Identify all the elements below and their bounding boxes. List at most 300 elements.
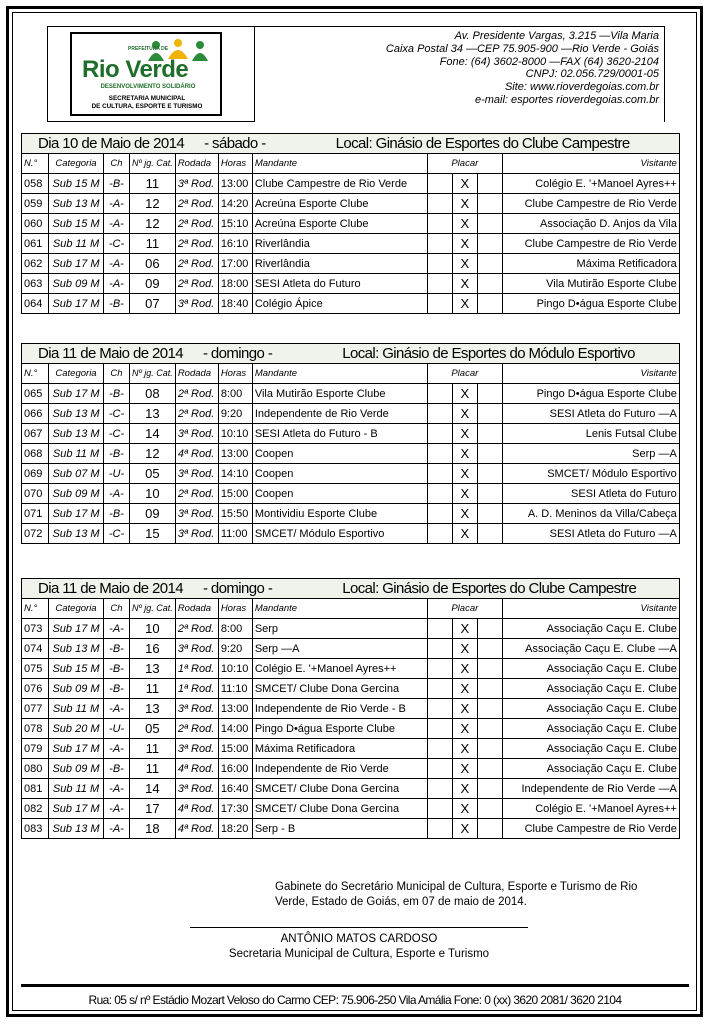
game-row [22, 174, 680, 194]
header-placar: Placar [427, 599, 502, 619]
score-box [477, 294, 502, 314]
cell-visitante: Clube Campestre de Rio Verde [502, 194, 679, 214]
cell-mandante: SMCET/ Clube Dona Gercina [252, 779, 427, 799]
cell-cat: Sub 15 M [49, 214, 104, 234]
venue-label: Local: Ginásio de Esportes do Módulo Esportivo [342, 345, 635, 362]
cell-hora: 9:20 [218, 639, 252, 659]
cell-jg: 10 [130, 619, 176, 639]
cell-mandante: Montividiu Esporte Clube [252, 504, 427, 524]
cell-rod: 3ª Rod. [175, 424, 218, 444]
score-x: X [452, 619, 477, 639]
cell-visitante: Serp —A [502, 444, 679, 464]
footer-address: Rua: 05 s/ nº Estádio Mozart Veloso do Carmo CEP: 75.906-250 Vila Amália Fone: 0 (xx) 3620 2081/ 3620 2104 [88, 993, 622, 1007]
score-box [427, 739, 452, 759]
cell-num: 058 [22, 174, 49, 194]
cell-num: 079 [22, 739, 49, 759]
cell-num: 065 [22, 384, 49, 404]
cell-hora: 13:00 [218, 444, 252, 464]
cell-mandante: Riverlândia [252, 234, 427, 254]
cell-ch: -A- [104, 779, 130, 799]
cell-rod: 3ª Rod. [175, 779, 218, 799]
cell-mandante: Vila Mutirão Esporte Clube [252, 384, 427, 404]
weekday-label: - domingo - [202, 580, 273, 597]
score-box [477, 719, 502, 739]
score-box [477, 404, 502, 424]
cell-rod: 4ª Rod. [175, 819, 218, 839]
cell-jg: 14 [130, 779, 176, 799]
score-box [427, 214, 452, 234]
cell-ch: -A- [104, 819, 130, 839]
cell-cat: Sub 17 M [49, 739, 104, 759]
cell-ch: -A- [104, 699, 130, 719]
score-x: X [452, 639, 477, 659]
header-visitante: Visitante [502, 599, 679, 619]
day-label: Dia 11 de Maio de 2014 [38, 345, 183, 362]
cell-ch: -B- [104, 759, 130, 779]
score-box [427, 174, 452, 194]
cell-num: 082 [22, 799, 49, 819]
game-row [22, 214, 680, 234]
cell-visitante: Associação D. Anjos da Vila [502, 214, 679, 234]
score-x: X [452, 444, 477, 464]
score-box [477, 659, 502, 679]
score-box [477, 464, 502, 484]
cell-jg: 08 [130, 384, 176, 404]
cell-num: 067 [22, 424, 49, 444]
cell-hora: 14:00 [218, 719, 252, 739]
cell-ch: -A- [104, 619, 130, 639]
score-box [477, 699, 502, 719]
cell-ch: -B- [104, 659, 130, 679]
header-jg: Nº jg. Cat. [130, 364, 176, 384]
cell-num: 061 [22, 234, 49, 254]
city-logo [70, 32, 222, 116]
score-box [477, 504, 502, 524]
signatory-name: ANTÔNIO MATOS CARDOSO [280, 933, 438, 945]
cell-mandante: Colégio E. '+Manoel Ayres++ [252, 659, 427, 679]
header-ch: Ch [104, 154, 130, 174]
cell-jg: 11 [130, 174, 176, 194]
score-box [427, 759, 452, 779]
game-row [22, 274, 680, 294]
score-box [477, 759, 502, 779]
game-row [22, 234, 680, 254]
cell-ch: -A- [104, 739, 130, 759]
score-box [477, 524, 502, 544]
cell-num: 071 [22, 504, 49, 524]
cell-jg: 10 [130, 484, 176, 504]
cell-jg: 18 [130, 819, 176, 839]
cell-hora: 11:00 [218, 524, 252, 544]
cell-jg: 12 [130, 214, 176, 234]
cell-rod: 2ª Rod. [175, 404, 218, 424]
score-box [427, 254, 452, 274]
game-row [22, 444, 680, 464]
cell-cat: Sub 11 M [49, 444, 104, 464]
cell-jg: 06 [130, 254, 176, 274]
cell-cat: Sub 17 M [49, 504, 104, 524]
address-line: Caixa Postal 34 —CEP 75.905-900 —Rio Verde - Goiás [385, 42, 659, 55]
cell-mandante: SESI Atleta do Futuro - B [252, 424, 427, 444]
cell-mandante: Coopen [252, 444, 427, 464]
footer-divider [21, 984, 689, 987]
cell-rod: 4ª Rod. [175, 759, 218, 779]
cell-ch: -A- [104, 194, 130, 214]
weekday-label: - domingo - [202, 345, 273, 362]
cell-cat: Sub 11 M [49, 234, 104, 254]
game-row [22, 719, 680, 739]
signature-text-line-2: Verde, Estado de Goiás, em 07 de maio de 2014. [275, 896, 527, 908]
cell-jg: 17 [130, 799, 176, 819]
cell-visitante: Associação Caçu E. Clube [502, 739, 679, 759]
game-row [22, 294, 680, 314]
score-x: X [452, 294, 477, 314]
score-box [477, 619, 502, 639]
cell-ch: -A- [104, 254, 130, 274]
score-x: X [452, 424, 477, 444]
game-row [22, 819, 680, 839]
cell-jg: 13 [130, 699, 176, 719]
cell-jg: 15 [130, 524, 176, 544]
cell-cat: Sub 09 M [49, 274, 104, 294]
cell-rod: 2ª Rod. [175, 254, 218, 274]
logo-small-text: PREFEITURA DE [128, 46, 169, 52]
cell-mandante: Pingo D•água Esporte Clube [252, 719, 427, 739]
cell-hora: 9:20 [218, 404, 252, 424]
score-box [427, 424, 452, 444]
game-row [22, 404, 680, 424]
cell-num: 066 [22, 404, 49, 424]
cell-visitante: Lenis Futsal Clube [502, 424, 679, 444]
game-row [22, 384, 680, 404]
cell-visitante: Pingo D•água Esporte Clube [502, 294, 679, 314]
cell-jg: 05 [130, 719, 176, 739]
cell-rod: 2ª Rod. [175, 274, 218, 294]
header-jg: Nº jg. Cat. [130, 599, 176, 619]
cell-hora: 16:10 [218, 234, 252, 254]
score-x: X [452, 254, 477, 274]
cell-num: 068 [22, 444, 49, 464]
header-horas: Horas [218, 154, 252, 174]
cell-jg: 11 [130, 759, 176, 779]
cell-mandante: Serp - B [252, 819, 427, 839]
score-box [427, 464, 452, 484]
cell-rod: 3ª Rod. [175, 524, 218, 544]
score-box [477, 779, 502, 799]
cell-ch: -B- [104, 384, 130, 404]
section-banner [22, 344, 680, 364]
header-mandante: Mandante [252, 364, 427, 384]
venue-label: Local: Ginásio de Esportes do Clube Campestre [335, 135, 630, 152]
cell-num: 059 [22, 194, 49, 214]
cell-visitante: Pingo D•água Esporte Clube [502, 384, 679, 404]
header-num: N.° [22, 599, 49, 619]
logo-tagline: DESENVOLVIMENTO SOLIDÁRIO [100, 84, 196, 90]
score-x: X [452, 719, 477, 739]
score-box [477, 174, 502, 194]
cell-hora: 14:20 [218, 194, 252, 214]
cell-cat: Sub 17 M [49, 254, 104, 274]
score-x: X [452, 524, 477, 544]
cell-cat: Sub 17 M [49, 799, 104, 819]
cell-cat: Sub 15 M [49, 659, 104, 679]
cell-cat: Sub 13 M [49, 404, 104, 424]
game-row [22, 484, 680, 504]
cell-hora: 13:00 [218, 699, 252, 719]
cell-visitante: SESI Atleta do Futuro —A [502, 524, 679, 544]
cell-num: 080 [22, 759, 49, 779]
cell-num: 063 [22, 274, 49, 294]
cell-cat: Sub 07 M [49, 464, 104, 484]
score-x: X [452, 384, 477, 404]
cell-rod: 3ª Rod. [175, 639, 218, 659]
cell-mandante: Riverlândia [252, 254, 427, 274]
score-x: X [452, 819, 477, 839]
cell-hora: 15:00 [218, 739, 252, 759]
cell-num: 077 [22, 699, 49, 719]
score-x: X [452, 679, 477, 699]
cell-rod: 2ª Rod. [175, 719, 218, 739]
cell-ch: -U- [104, 719, 130, 739]
score-box [477, 424, 502, 444]
score-box [427, 294, 452, 314]
cell-cat: Sub 17 M [49, 384, 104, 404]
cell-hora: 8:00 [218, 619, 252, 639]
cell-visitante: SESI Atleta do Futuro [502, 484, 679, 504]
cell-rod: 1ª Rod. [175, 659, 218, 679]
score-box [427, 194, 452, 214]
header-rodada: Rodada [175, 364, 218, 384]
game-row [22, 679, 680, 699]
score-box [477, 254, 502, 274]
section-banner [22, 579, 680, 599]
logo-secretaria-line-2: DE CULTURA, ESPORTE E TURISMO [91, 103, 203, 110]
score-box [427, 404, 452, 424]
schedule-table [21, 578, 680, 839]
score-box [477, 819, 502, 839]
cell-mandante: Serp —A [252, 639, 427, 659]
cell-jg: 14 [130, 424, 176, 444]
game-row [22, 504, 680, 524]
score-box [427, 719, 452, 739]
score-box [427, 639, 452, 659]
cell-rod: 3ª Rod. [175, 174, 218, 194]
cell-mandante: Serp [252, 619, 427, 639]
cell-hora: 10:10 [218, 659, 252, 679]
header-num: N.° [22, 154, 49, 174]
cell-mandante: Coopen [252, 484, 427, 504]
score-box [427, 799, 452, 819]
cell-rod: 2ª Rod. [175, 234, 218, 254]
cell-ch: -C- [104, 404, 130, 424]
signature-text-line-1: Gabinete do Secretário Municipal de Cultura, Esporte e Turismo de Rio [275, 881, 638, 893]
header-rodada: Rodada [175, 154, 218, 174]
cell-jg: 12 [130, 444, 176, 464]
game-row [22, 699, 680, 719]
email-line[interactable]: e-mail: esportes rioverdegoias.com.br [474, 93, 659, 106]
score-box [477, 799, 502, 819]
score-box [427, 699, 452, 719]
site-line[interactable]: Site: www.rioverdegoias.com.br [504, 81, 659, 94]
cell-num: 073 [22, 619, 49, 639]
cell-rod: 3ª Rod. [175, 739, 218, 759]
score-box [477, 234, 502, 254]
game-row [22, 464, 680, 484]
score-x: X [452, 464, 477, 484]
cell-hora: 15:50 [218, 504, 252, 524]
cell-mandante: SMCET/ Clube Dona Gercina [252, 679, 427, 699]
schedule-table [21, 343, 680, 544]
cell-visitante: SMCET/ Módulo Esportivo [502, 464, 679, 484]
cell-cat: Sub 09 M [49, 679, 104, 699]
score-box [477, 444, 502, 464]
cell-num: 064 [22, 294, 49, 314]
header-visitante: Visitante [502, 154, 679, 174]
score-box [427, 504, 452, 524]
cell-jg: 09 [130, 504, 176, 524]
cell-visitante: Colégio E. '+Manoel Ayres++ [502, 174, 679, 194]
cell-cat: Sub 13 M [49, 639, 104, 659]
score-x: X [452, 799, 477, 819]
score-box [427, 234, 452, 254]
cell-rod: 3ª Rod. [175, 699, 218, 719]
score-x: X [452, 739, 477, 759]
cell-rod: 2ª Rod. [175, 384, 218, 404]
address-line: CNPJ: 02.056.729/0001-05 [525, 68, 659, 81]
game-row [22, 799, 680, 819]
score-box [427, 524, 452, 544]
header-mandante: Mandante [252, 599, 427, 619]
header-categoria: Categoria [49, 599, 104, 619]
cell-hora: 15:10 [218, 214, 252, 234]
cell-mandante: Colégio Ápice [252, 294, 427, 314]
cell-visitante: Associação Caçu E. Clube [502, 699, 679, 719]
cell-num: 083 [22, 819, 49, 839]
cell-hora: 18:00 [218, 274, 252, 294]
cell-num: 070 [22, 484, 49, 504]
header-ch: Ch [104, 599, 130, 619]
score-box [427, 679, 452, 699]
cell-num: 075 [22, 659, 49, 679]
score-box [477, 194, 502, 214]
header-placar: Placar [427, 154, 502, 174]
cell-num: 074 [22, 639, 49, 659]
cell-hora: 8:00 [218, 384, 252, 404]
cell-rod: 2ª Rod. [175, 194, 218, 214]
score-x: X [452, 699, 477, 719]
cell-visitante: Vila Mutirão Esporte Clube [502, 274, 679, 294]
score-box [477, 639, 502, 659]
cell-mandante: SMCET/ Clube Dona Gercina [252, 799, 427, 819]
score-box [427, 484, 452, 504]
score-x: X [452, 779, 477, 799]
cell-rod: 2ª Rod. [175, 619, 218, 639]
cell-rod: 4ª Rod. [175, 799, 218, 819]
signature-text [275, 880, 695, 910]
score-box [477, 484, 502, 504]
cell-visitante: Associação Caçu E. Clube [502, 659, 679, 679]
header-num: N.° [22, 364, 49, 384]
cell-num: 062 [22, 254, 49, 274]
score-box [427, 659, 452, 679]
cell-cat: Sub 17 M [49, 619, 104, 639]
cell-visitante: Máxima Retificadora [502, 254, 679, 274]
score-box [477, 274, 502, 294]
score-box [427, 444, 452, 464]
cell-ch: -B- [104, 444, 130, 464]
cell-visitante: SESI Atleta do Futuro —A [502, 404, 679, 424]
game-row [22, 194, 680, 214]
cell-ch: -C- [104, 234, 130, 254]
cell-cat: Sub 15 M [49, 174, 104, 194]
score-box [427, 819, 452, 839]
address-line: Av. Presidente Vargas, 3.215 —Vila Maria [454, 30, 659, 42]
cell-rod: 3ª Rod. [175, 294, 218, 314]
cell-hora: 17:30 [218, 799, 252, 819]
cell-rod: 3ª Rod. [175, 504, 218, 524]
schedule-table [21, 133, 680, 314]
game-row [22, 524, 680, 544]
score-x: X [452, 759, 477, 779]
cell-hora: 18:40 [218, 294, 252, 314]
cell-hora: 14:10 [218, 464, 252, 484]
score-box [477, 384, 502, 404]
score-box [477, 739, 502, 759]
cell-jg: 11 [130, 234, 176, 254]
column-header-row [22, 154, 680, 174]
cell-num: 069 [22, 464, 49, 484]
cell-jg: 11 [130, 739, 176, 759]
cell-cat: Sub 11 M [49, 779, 104, 799]
cell-num: 076 [22, 679, 49, 699]
cell-ch: -B- [104, 294, 130, 314]
cell-visitante: Associação Caçu E. Clube [502, 679, 679, 699]
cell-visitante: Associação Caçu E. Clube [502, 759, 679, 779]
cell-visitante: Clube Campestre de Rio Verde [502, 819, 679, 839]
cell-num: 081 [22, 779, 49, 799]
score-x: X [452, 504, 477, 524]
cell-mandante: Clube Campestre de Rio Verde [252, 174, 427, 194]
cell-cat: Sub 17 M [49, 294, 104, 314]
cell-cat: Sub 11 M [49, 699, 104, 719]
column-header-row [22, 599, 680, 619]
game-row [22, 759, 680, 779]
header-horas: Horas [218, 364, 252, 384]
cell-ch: -U- [104, 464, 130, 484]
cell-rod: 3ª Rod. [175, 464, 218, 484]
cell-ch: -A- [104, 274, 130, 294]
venue-label: Local: Ginásio de Esportes do Clube Campestre [342, 580, 637, 597]
score-x: X [452, 274, 477, 294]
cell-ch: -B- [104, 174, 130, 194]
game-row [22, 659, 680, 679]
signature-line [190, 927, 528, 928]
header-categoria: Categoria [49, 154, 104, 174]
score-box [427, 619, 452, 639]
cell-jg: 05 [130, 464, 176, 484]
cell-hora: 16:00 [218, 759, 252, 779]
cell-hora: 13:00 [218, 174, 252, 194]
cell-jg: 12 [130, 194, 176, 214]
score-x: X [452, 404, 477, 424]
cell-num: 060 [22, 214, 49, 234]
header-mandante: Mandante [252, 154, 427, 174]
address-line: Fone: (64) 3602-8000 —FAX (64) 3620-2104 [439, 55, 659, 68]
cell-cat: Sub 09 M [49, 759, 104, 779]
cell-ch: -B- [104, 679, 130, 699]
section-banner [22, 134, 680, 154]
score-x: X [452, 484, 477, 504]
